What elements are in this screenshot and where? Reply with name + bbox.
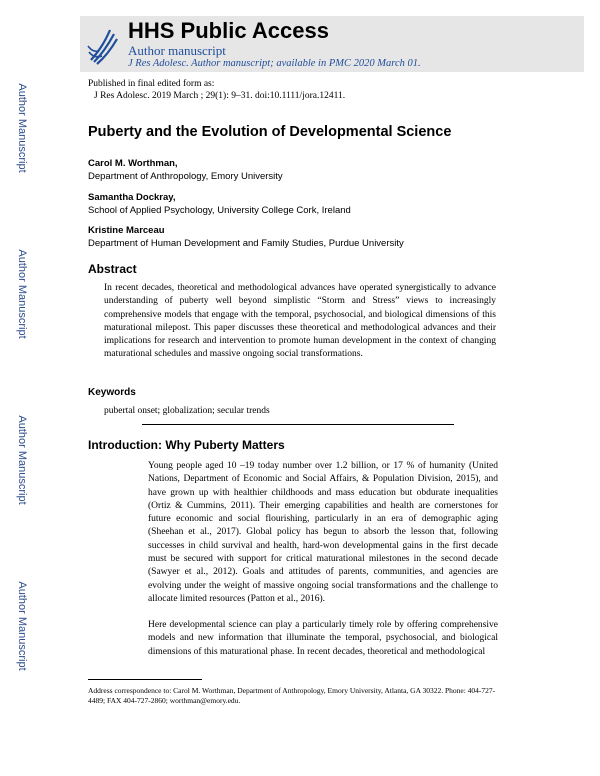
sidebar-label: Author Manuscript: [16, 415, 28, 505]
hhs-title: HHS Public Access: [128, 18, 329, 43]
abstract-heading: Abstract: [88, 262, 137, 276]
keywords-text: pubertal onset; globalization; secular trends: [104, 406, 270, 416]
author-affiliation: Department of Human Development and Family Studies, Purdue University: [88, 238, 404, 249]
hhs-header: [80, 16, 584, 72]
author-manuscript-label: Author manuscript: [128, 43, 226, 58]
intro-paragraph: Young people aged 10 –19 today number over 1.2 billion, or 17 % of humanity (United Nations, Department of Economic and Social Affairs, & Population Division, 2015), and have grown up with healthier childhoods and mass education but obdurate inequalities (Ortiz & Cummins, 2011). Their emerging capabilities and health are cornerstones for future economic and social flourishing, particularly in an era of demographic aging (Sheehan et al., 2017). Global policy has begun to absorb the lesson that, following successes in child survival and health, hard-won developmental gains in the first decade must be secured with support for critical maturational milestones in the second decade (Sawyer et al., 2012). Goals and attitudes of parents, communities, and agencies are evolving under the weight of massive ongoing social transformations and the challenge to allocate limited resources (Patton et al., 2016).: [148, 461, 498, 604]
article-title: Puberty and the Evolution of Developmental Science: [88, 124, 452, 140]
author-name: Kristine Marceau: [88, 225, 165, 236]
abstract-text: In recent decades, theoretical and methodological advances have operated synergistically to advance understanding of puberty well beyond simplistic “Storm and Stress” views to increasingly comprehensive models that engage with the temporal, psychosocial, and biological dimensions of this maturational milepost. This paper discusses these theoretical and methodological advances and their implications for research and intervention to promote human development in the context of changing maturational schedules and massive ongoing social transformations.: [104, 283, 496, 360]
publication-info: [88, 78, 345, 102]
section-divider: [142, 424, 454, 425]
sidebar-label: Author Manuscript: [16, 249, 28, 339]
published-label: Published in final edited form as:: [88, 79, 215, 89]
correspondence-footnote: Address correspondence to: Carol M. Worthman, Department of Anthropology, Emory University, Atlanta, GA 30322. Phone: 404-727-4489; FAX 404-727-2860; worthman@emory.edu.: [88, 686, 496, 705]
hhs-eagle-logo-icon: [86, 22, 120, 68]
journal-availability: J Res Adolesc. Author manuscript; available in PMC 2020 March 01.: [128, 58, 421, 69]
author-block: [88, 157, 283, 183]
author-block: [88, 224, 404, 250]
sidebar-label: Author Manuscript: [16, 581, 28, 671]
keywords-heading: Keywords: [88, 387, 136, 398]
author-affiliation: School of Applied Psychology, University College Cork, Ireland: [88, 205, 351, 216]
author-name: Carol M. Worthman,: [88, 158, 178, 169]
intro-heading: Introduction: Why Puberty Matters: [88, 438, 285, 452]
author-name: Samantha Dockray,: [88, 192, 176, 203]
author-affiliation: Department of Anthropology, Emory University: [88, 171, 283, 182]
journal-citation: J Res Adolesc. 2019 March ; 29(1): 9–31. doi:10.1111/jora.12411.: [94, 91, 346, 101]
footnote-divider: [88, 679, 202, 680]
sidebar-label: Author Manuscript: [16, 83, 28, 173]
author-block: [88, 191, 351, 217]
intro-paragraph: Here developmental science can play a particularly timely role by offering comprehensive models and new information that illuminate the temporal, psychosocial, and biological dimensions of this maturational phase. In recent decades, theoretical and methodological: [148, 620, 498, 657]
